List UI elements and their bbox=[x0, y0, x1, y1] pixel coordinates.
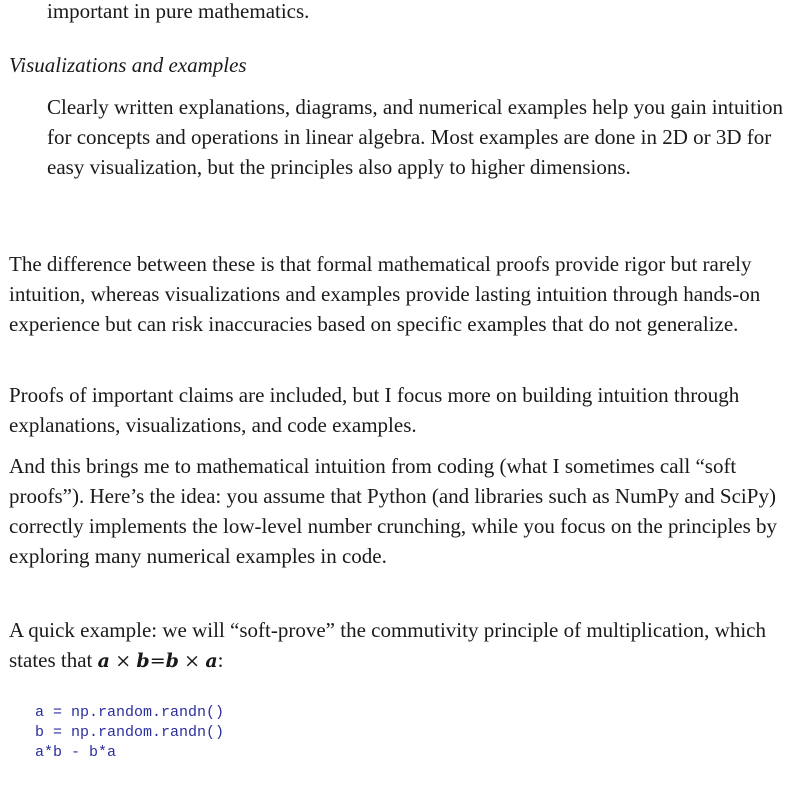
quick-example-text: A quick example: we will “soft-prove” the commutivity principle of multiplication, which states that bbox=[9, 618, 766, 672]
paragraph-proofs-vs-visualizations: The difference between these is that formal mathematical proofs provide rigor but rarely intuition, whereas visualizations and examples provide lasting intuition through hands-on experience but can risk inaccuracies based on specific examples that do not generalize. bbox=[9, 252, 761, 336]
math-times-symbol-2: × bbox=[184, 650, 201, 672]
paragraph-soft-proofs: And this brings me to mathematical intuition from coding (what I sometimes call “soft proofs”). Here’s the idea: you assume that Python (and libraries such as NumPy and SciPy) correctly implements the low-level number crunching, while you focus on the principles by exploring many numerical examples in code. bbox=[9, 454, 778, 568]
math-variable-a: a bbox=[97, 650, 110, 672]
code-line: b = np.random.randn() bbox=[35, 724, 225, 741]
paragraph-quick-example bbox=[9, 615, 789, 676]
definition-term: Visualizations and examples bbox=[9, 53, 247, 77]
previous-definition-fragment: important in pure mathematics. bbox=[47, 0, 310, 23]
paragraph-proofs-included: Proofs of important claims are included, but I focus more on building intuition through explanations, visualizations, and code examples. bbox=[9, 383, 740, 437]
math-colon: : bbox=[217, 648, 224, 672]
code-example bbox=[35, 703, 224, 763]
definition-body: Clearly written explanations, diagrams, and numerical examples help you gain intuition for concepts and operations in linear algebra. Most examples are done in 2D or 3D for easy visualization, but the principles also apply to higher dimensions. bbox=[47, 95, 783, 179]
math-times-symbol: × bbox=[115, 650, 132, 672]
code-line: a*b - b*a bbox=[35, 744, 117, 761]
math-variable-b-2: b bbox=[165, 650, 179, 672]
math-equals-symbol: = bbox=[149, 650, 166, 672]
code-line: a = np.random.randn() bbox=[35, 704, 225, 721]
math-variable-b: b bbox=[136, 650, 150, 672]
math-variable-a-2: a bbox=[205, 650, 218, 672]
